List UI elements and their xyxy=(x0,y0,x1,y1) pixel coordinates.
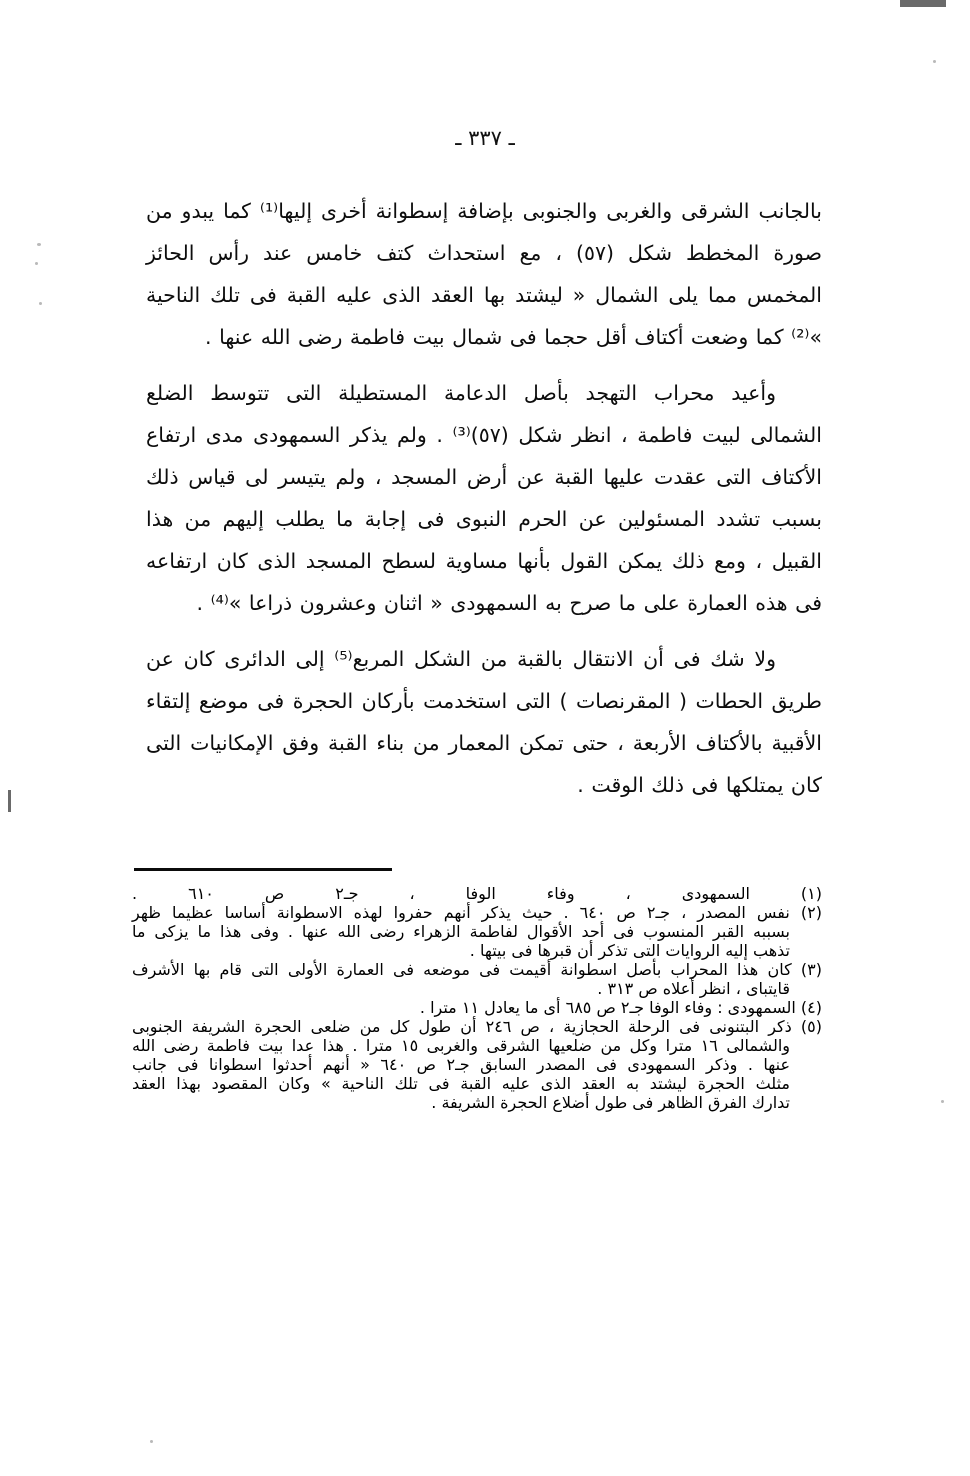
footnote-5-line-4: مثلث الحجرة ليشتد به العقد الذى عليه القبة فى تلك الناحية » وكان المقصود بهذا العقد xyxy=(132,1074,790,1093)
paragraph-3-line-1: ولا شك فى أن الانتقال بالقبة من الشكل المربع⁽⁵⁾ إلى الدائرى كان عن xyxy=(146,647,776,671)
footnote-4 xyxy=(132,998,822,1017)
scan-speck xyxy=(150,1440,153,1443)
footnote-1-line-1 xyxy=(132,884,822,903)
footnote-3-marker: (٣) xyxy=(800,960,822,979)
footnote-5-line-2: والشمالى ١٦ مترا وكل من ضلعيها الشرقى والغربى ١٥ مترا . هذا عدا بيت فاطمة رضى الله xyxy=(132,1036,790,1055)
footnote-4-marker: (٤) xyxy=(800,998,822,1017)
scan-speck xyxy=(933,60,936,63)
scan-speck xyxy=(941,1100,944,1103)
footnote-1 xyxy=(132,884,822,903)
page-number: ـ ٣٣٧ ـ xyxy=(455,126,515,150)
footnotes xyxy=(132,884,822,1112)
footnote-1-marker: (١) xyxy=(800,884,823,903)
footnote-5-line-3: عنها . وذكر السمهودى فى المصدر السابق جـ٢ ص ٦٤٠ « أنهم أحدثوا اسطوانا فى جانب xyxy=(132,1055,791,1074)
footnote-3-line-2: قايتباى ، انظر أعلاه ص ٣١٣ . xyxy=(597,979,790,998)
paragraph-3 xyxy=(146,638,822,806)
paragraph-1 xyxy=(146,190,822,358)
body-text xyxy=(146,190,822,820)
scan-edge-mark-left xyxy=(8,790,11,812)
footnote-2-line-1 xyxy=(132,903,822,922)
paragraph-3-line-3: الأقبية بالأكتاف الأربعة ، حتى تمكن المعمار من بناء القبة وفق الإمكانيات التى xyxy=(146,731,822,755)
footnote-2-text-1: نفس المصدر ، جـ٢ ص ٦٤٠ . حيث يذكر أنهم حفروا لهذه الاسطوانة أساسا عظيما ظهر xyxy=(132,903,790,922)
footnote-3-text-1: كان هذا المحراب بأصل اسطوانة أقيمت فى موضعه فى العمارة الأولى التى قام بها الأشرف xyxy=(132,960,792,979)
footnote-separator-wrap xyxy=(146,868,822,871)
scan-speck xyxy=(39,302,42,305)
footnote-2-line-2: بسببه القبر المنسوب فى أحد الأقوال لفاطمة الزهراء رضى الله عنها . وفى هذا ما يزكى ما xyxy=(132,922,790,941)
footnote-4-text: السمهودى : وفاء الوفا جـ٢ ص ٦٨٥ أى ما يعادل ١١ مترا . xyxy=(419,998,796,1017)
footnote-2-line-3: تذهب إليه الروايات التى تذكر أن قبرها فى بيتها . xyxy=(469,941,790,960)
paragraph-3-line-2: طريق الحطات ( المقرنصات ) التى استخدمت بأركان الحجرة فى موضع إلتقاء xyxy=(146,689,822,713)
paragraph-2 xyxy=(146,372,822,624)
footnote-5-marker: (٥) xyxy=(800,1017,822,1036)
paragraph-1-line-2: صورة المخطط شكل (٥٧) ، مع استحداث كتف خامس عند رأس الحائز المخمس xyxy=(146,241,822,307)
footnote-1-text: السمهودى ، وفاء الوفا ، جـ٢ ص ٦١٠ . xyxy=(132,884,750,903)
paragraph-1-line-1: بالجانب الشرقى والغربى والجنوبى بإضافة إسطوانة أخرى إليها⁽¹⁾ كما يبدو من xyxy=(146,199,822,223)
paragraph-2-line-2: لبيت فاطمة ، انظر شكل (٥٧)⁽³⁾ . ولم يذكر السمهودى مدى ارتفاع الأكتاف xyxy=(146,423,822,489)
footnote-5-text-1: ذكر البتنونى فى الرحلة الحجازية ، ص ٢٤٦ أن طول كل من ضلعى الحجرة الشريفة الجنوبى xyxy=(132,1017,792,1036)
footnote-separator-rule xyxy=(134,868,392,871)
scan-speck xyxy=(37,243,41,246)
footnote-3-line-1 xyxy=(132,960,822,979)
paragraph-2-line-5: يمكن القول بأنها مساوية لسطح المسجد الذى كان ارتفاعه فى هذه العمارة على xyxy=(146,549,822,615)
footnote-3 xyxy=(132,960,822,998)
paragraph-2-line-6: ما صرح به السمهودى « اثنان وعشرون ذراعا »⁽⁴⁾ . xyxy=(196,591,637,615)
footnote-5 xyxy=(132,1017,822,1112)
paragraph-2-line-3: التى عقدت عليها القبة عن أرض المسجد ، ولم يتيسر لى قياس ذلك بسبب تشدد xyxy=(146,465,822,531)
footnote-2-marker: (٢) xyxy=(800,903,822,922)
paragraph-2-line-4: المسئولين عن الحرم النبوى فى إجابة ما يطلب إليهم من هذا القبيل ، ومع ذلك xyxy=(146,507,822,573)
footnote-5-line-5: تدارك الفرق الظاهر فى طول أضلاع الحجرة الشريفة . xyxy=(431,1093,790,1112)
footnote-2 xyxy=(132,903,822,960)
paragraph-3-line-4: كان يمتلكها فى ذلك الوقت . xyxy=(577,773,822,797)
scan-edge-mark-top-right xyxy=(900,0,946,7)
footnote-4-line-1 xyxy=(132,998,822,1017)
scan-speck xyxy=(35,262,38,265)
paragraph-1-line-4: وضعت أكتاف أقل حجما فى شمال بيت فاطمة رضى الله عنها . xyxy=(205,325,749,349)
paragraph-2-line-1: وأعيد محراب التهجد بأصل الدعامة المستطيلة التى تتوسط الضلع الشمالى xyxy=(146,381,822,447)
paragraph-1-line-3: مما يلى الشمال « ليشتد بها العقد الذى عليه القبة فى تلك الناحية »⁽²⁾ كما xyxy=(146,283,822,349)
footnote-5-line-1 xyxy=(132,1017,822,1036)
